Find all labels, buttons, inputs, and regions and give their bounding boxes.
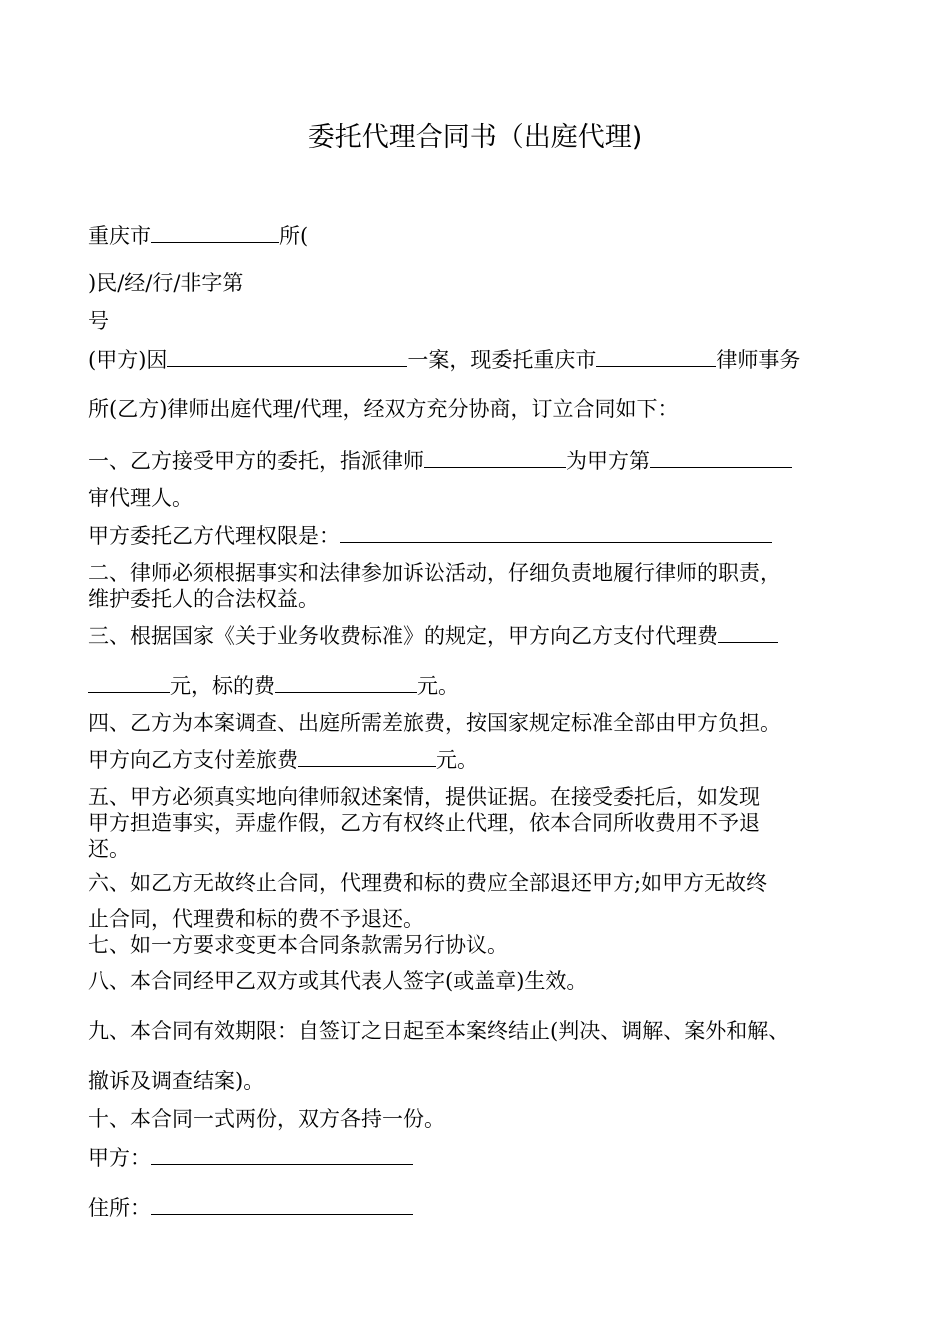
clause-3-line-1 <box>88 622 778 649</box>
authority-blank <box>340 522 772 543</box>
clause-4-line-1: 四、乙方为本案调查、出庭所需差旅费，按国家规定标准全部由甲方负担。 <box>88 711 781 735</box>
clause-8: 八、本合同经甲乙双方或其代表人签字(或盖章)生效。 <box>88 969 588 993</box>
case-name-blank <box>167 346 407 367</box>
agency-fee-blank-a <box>718 622 778 643</box>
clause-7: 七、如一方要求变更本合同条款需另行协议。 <box>88 933 508 957</box>
city-label: 重庆市 <box>88 224 151 248</box>
address-label: 住所： <box>88 1196 151 1220</box>
party-a-blank <box>151 1144 413 1165</box>
clause-6-line-1: 六、如乙方无故终止合同，代理费和标的费应全部退还甲方;如甲方无故终 <box>88 871 768 895</box>
clause-5-line-1: 五、甲方必须真实地向律师叙述案情，提供证据。在接受委托后，如发现 <box>88 785 760 809</box>
clause-10: 十、本合同一式两份，双方各持一份。 <box>88 1107 445 1131</box>
clause-2-line-1: 二、律师必须根据事实和法律参加诉讼活动，仔细负责地履行律师的职责， <box>88 561 781 585</box>
address-line <box>88 1194 413 1221</box>
instance-blank <box>650 447 792 468</box>
clause-2-line-2: 维护委托人的合法权益。 <box>88 587 319 611</box>
clause-1-line-1 <box>88 447 792 474</box>
yuan-unit: 元。 <box>417 674 459 698</box>
subject-fee-label: 元，标的费 <box>170 674 275 698</box>
address-blank <box>151 1194 413 1215</box>
clause-1-line-2: 审代理人。 <box>88 486 193 510</box>
header-line-3: 号 <box>88 309 109 333</box>
travel-fee-blank <box>298 746 436 767</box>
intro-suffix-text: 律师事务 <box>716 348 801 372</box>
yuan-unit: 元。 <box>436 748 478 772</box>
clause-3-text: 三、根据国家《关于业务收费标准》的规定，甲方向乙方支付代理费 <box>88 624 718 648</box>
clause-1-text: 一、乙方接受甲方的委托，指派律师 <box>88 449 424 473</box>
clause-4-line-2 <box>88 746 478 773</box>
document-title: 委托代理合同书（出庭代理) <box>307 122 643 153</box>
authority-line <box>88 522 772 549</box>
lawyer-name-blank <box>424 447 566 468</box>
clause-5-line-2: 甲方担造事实，弄虚作假，乙方有权终止代理，依本合同所收费用不予退 <box>88 811 760 835</box>
authority-label: 甲方委托乙方代理权限是： <box>88 524 340 548</box>
clause-9-line-1: 九、本合同有效期限：自签订之日起至本案终结止(判决、调解、案外和解、 <box>88 1019 790 1043</box>
header-line-1 <box>88 222 308 249</box>
firm-suffix: 所( <box>279 224 309 248</box>
header-line-2: )民/经/行/非字第 <box>88 271 244 295</box>
law-firm-blank <box>596 346 716 367</box>
intro-line-1 <box>88 346 800 373</box>
subject-fee-blank <box>275 672 417 693</box>
clause-9-line-2: 撤诉及调查结案)。 <box>88 1069 265 1093</box>
clause-1-mid-text: 为甲方第 <box>566 449 650 473</box>
travel-fee-label: 甲方向乙方支付差旅费 <box>88 748 298 772</box>
party-a-label: 甲方： <box>88 1146 151 1170</box>
agency-fee-blank-b <box>88 672 170 693</box>
party-a-cause: (甲方)因 <box>88 348 168 372</box>
party-a-signature-line <box>88 1144 413 1171</box>
clause-3-line-2 <box>88 672 459 699</box>
firm-name-blank <box>151 222 279 243</box>
clause-5-line-3: 还。 <box>88 837 130 861</box>
intro-mid-text: 一案，现委托重庆市 <box>407 348 597 372</box>
intro-line-2: 所(乙方)律师出庭代理/代理，经双方充分协商，订立合同如下： <box>88 397 679 421</box>
clause-6-line-2: 止合同，代理费和标的费不予退还。 <box>88 907 424 931</box>
